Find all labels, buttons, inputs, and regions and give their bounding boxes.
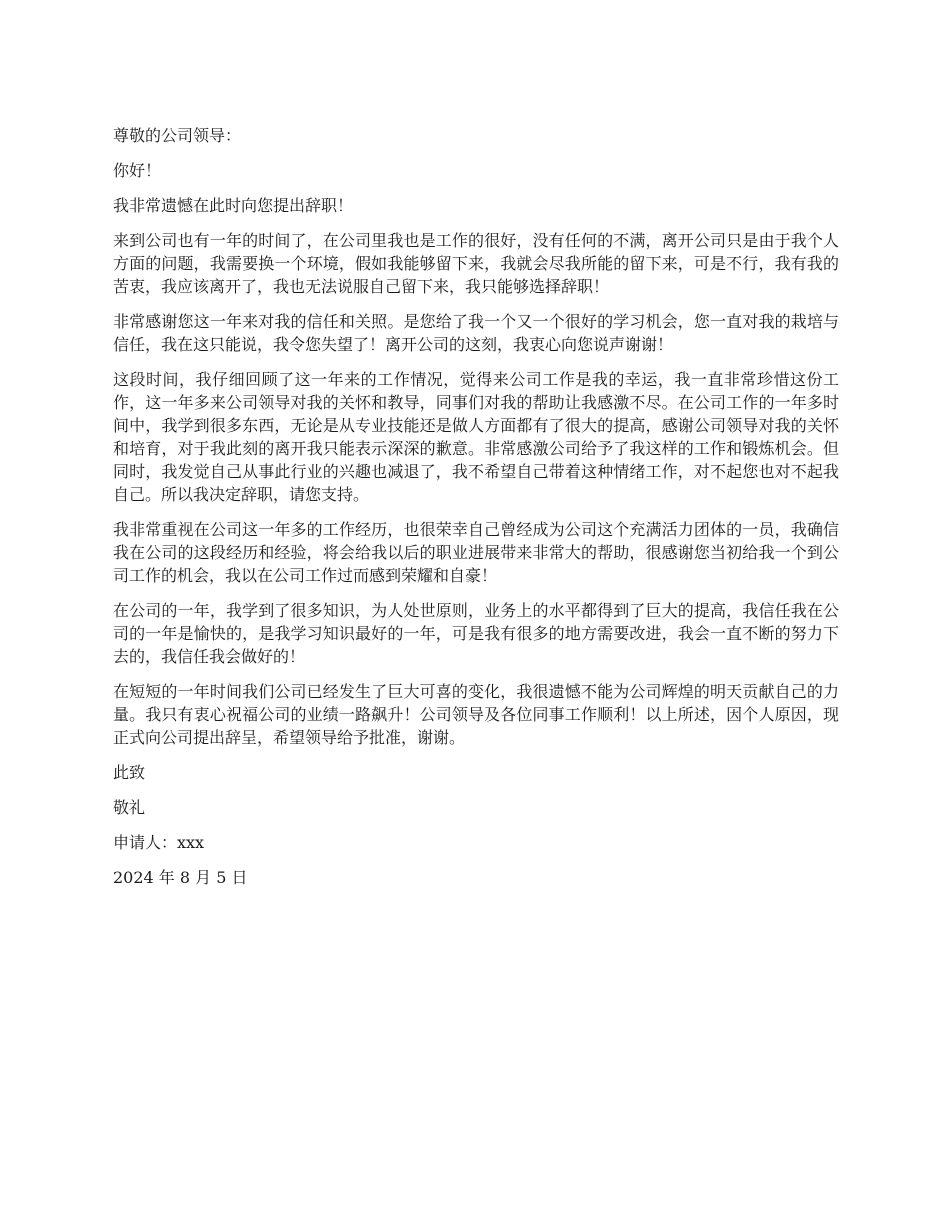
body-paragraph: 非常感谢您这一年来对我的信任和关照。是您给了我一个又一个很好的学习机会，您一直对我的栽培与信任，我在这只能说，我令您失望了！离开公司的这刻，我衷心向您说声谢谢！ bbox=[113, 312, 839, 354]
resignation-letter bbox=[113, 124, 839, 901]
greeting: 你好！ bbox=[113, 161, 162, 180]
body-paragraph: 我非常重视在公司这一年多的工作经历，也很荣幸自己曾经成为公司这个充满活力团体的一员，我确信我在公司的这段经历和经验，将会给我以后的职业进展带来非常大的帮助，很感谢您当初给我一个到公司工作的机会，我以在公司工作过而感到荣耀和自豪！ bbox=[113, 520, 839, 585]
body-paragraph: 来到公司也有一年的时间了，在公司里我也是工作的很好，没有任何的不满，离开公司只是由于我个人方面的问题，我需要换一个环境，假如我能够留下来，我就会尽我所能的留下来，可是不行，我有我的苦衷，我应该离开了，我也无法说服自己留下来，我只能够选择辞职！ bbox=[113, 231, 839, 296]
opening-line: 我非常遗憾在此时向您提出辞职！ bbox=[113, 196, 354, 215]
closing-line-2: 敬礼 bbox=[113, 798, 146, 817]
closing-line-1: 此致 bbox=[113, 763, 146, 782]
body-paragraph: 在公司的一年，我学到了很多知识，为人处世原则，业务上的水平都得到了巨大的提高，我信任我在公司的一年是愉快的，是我学习知识最好的一年，可是我有很多的地方需要改进，我会一直不断的努力下去的，我信任我会做好的！ bbox=[113, 601, 839, 666]
applicant-signature: 申请人：xxx bbox=[113, 833, 205, 852]
body-paragraph: 这段时间，我仔细回顾了这一年来的工作情况，觉得来公司工作是我的幸运，我一直非常珍惜这份工作，这一年多来公司领导对我的关怀和教导，同事们对我的帮助让我感激不尽。在公司工作的一年多时间中，我学到很多东西，无论是从专业技能还是做人方面都有了很大的提高，感谢公司领导对我的关怀和培育，对于我此刻的离开我只能表示深深的歉意。非常感激公司给予了我这样的工作和锻炼机会。但同时，我发觉自己从事此行业的兴趣也减退了，我不希望自己带着这种情绪工作，对不起您也对不起我自己。所以我决定辞职，请您支持。 bbox=[113, 370, 839, 504]
letter-date: 2024 年 8 月 5 日 bbox=[113, 868, 248, 887]
body-paragraph: 在短短的一年时间我们公司已经发生了巨大可喜的变化，我很遗憾不能为公司辉煌的明天贡献自己的力量。我只有衷心祝福公司的业绩一路飙升！公司领导及各位同事工作顺利！以上所述，因个人原因，现正式向公司提出辞呈，希望领导给予批准，谢谢。 bbox=[113, 682, 839, 747]
salutation: 尊敬的公司领导： bbox=[113, 126, 242, 145]
